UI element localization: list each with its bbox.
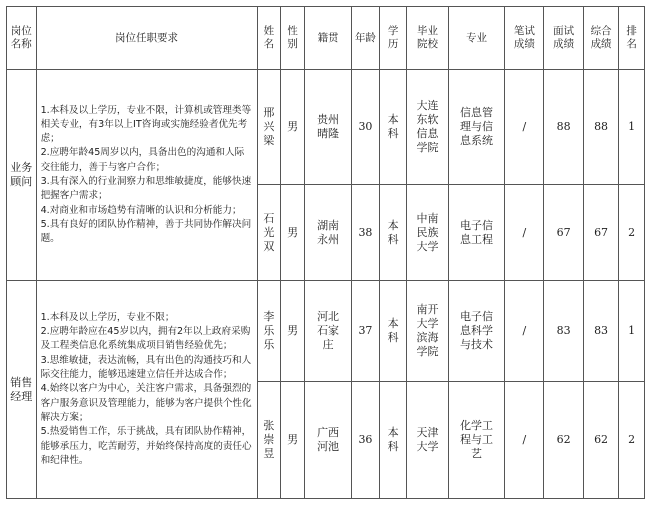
candidate-written-score: / (505, 382, 544, 499)
requirement-line: 4.对商业和市场趋势有清晰的认识和分析能力； (40, 204, 242, 216)
position-requirements (36, 70, 257, 281)
candidate-total-score: 83 (583, 281, 618, 382)
candidate-total-score: 88 (583, 70, 618, 185)
candidate-name: 张 崇 昱 (257, 382, 281, 499)
candidate-school: 南开 大学 滨海 学院 (407, 281, 448, 382)
header-row (7, 7, 645, 70)
candidate-school: 中南 民族 大学 (407, 185, 448, 281)
candidate-interview-score: 83 (544, 281, 583, 382)
candidate-age: 30 (352, 70, 380, 185)
header-school: 毕业 院校 (407, 7, 448, 70)
candidate-interview-score: 62 (544, 382, 583, 499)
position-requirements (36, 281, 257, 499)
candidate-origin: 广西 河池 (305, 382, 352, 499)
candidate-rank: 1 (619, 70, 645, 185)
candidate-name: 邢 兴 梁 (257, 70, 281, 185)
position-name: 业务 顾问 (7, 70, 37, 281)
candidate-origin: 湖南 永州 (305, 185, 352, 281)
header-major: 专业 (448, 7, 505, 70)
table-row (7, 70, 645, 185)
candidate-total-score: 62 (583, 382, 618, 499)
candidate-school: 大连 东软 信息 学院 (407, 70, 448, 185)
header-name: 姓 名 (257, 7, 281, 70)
requirement-line: 2.应聘年龄45周岁以内，具备出色的沟通和人际交往能力，善于与客户合作； (40, 147, 245, 173)
candidate-major: 电子信 息科学 与技术 (448, 281, 505, 382)
position-name: 销售 经理 (7, 281, 37, 499)
candidate-age: 38 (352, 185, 380, 281)
candidate-major: 化学工 程与工 艺 (448, 382, 505, 499)
candidate-written-score: / (505, 185, 544, 281)
candidate-major: 信息管 理与信 息系统 (448, 70, 505, 185)
header-gender: 性 别 (281, 7, 305, 70)
requirement-line: 4.始终以客户为中心，关注客户需求，具备强烈的客户服务意识及管理能力，能够为客户提供个性化解决方案； (40, 383, 252, 423)
header-position: 岗位 名称 (7, 7, 37, 70)
candidate-education: 本 科 (379, 281, 407, 382)
header-origin: 籍贯 (305, 7, 352, 70)
header-requirements: 岗位任职要求 (36, 7, 257, 70)
requirement-line: 5.具有良好的团队协作精神，善于共同协作解决问题。 (40, 218, 252, 245)
table-row (7, 281, 645, 382)
candidate-interview-score: 67 (544, 185, 583, 281)
candidate-written-score: / (505, 281, 544, 382)
requirement-line: 3.思维敏捷，表达流畅，具有出色的沟通技巧和人际交往能力，能够迅速建立信任并达成合作； (40, 354, 252, 381)
candidate-major: 电子信 息工程 (448, 185, 505, 281)
candidate-written-score: / (505, 70, 544, 185)
header-written: 笔试 成绩 (505, 7, 544, 70)
candidate-interview-score: 88 (544, 70, 583, 185)
header-rank: 排 名 (619, 7, 645, 70)
requirement-line: 1.本科及以上学历，专业不限； (40, 311, 175, 323)
candidate-education: 本 科 (379, 70, 407, 185)
candidate-age: 36 (352, 382, 380, 499)
candidate-gender: 男 (281, 382, 305, 499)
candidate-gender: 男 (281, 185, 305, 281)
requirement-line: 1.本科及以上学历，专业不限，计算机或管理类等相关专业，有3年以上IT咨询或实施经验者优先考虑； (40, 104, 252, 145)
candidate-gender: 男 (281, 281, 305, 382)
candidate-score-table (6, 6, 645, 499)
table-body (7, 70, 645, 499)
candidate-name: 石 光 双 (257, 185, 281, 281)
candidate-rank: 2 (619, 185, 645, 281)
candidate-name: 李 乐 乐 (257, 281, 281, 382)
header-age: 年龄 (352, 7, 380, 70)
requirement-line: 5.热爱销售工作，乐于挑战，具有团队协作精神，能够承压力，吃苦耐劳，并始终保持高度的责任心和纪律性。 (40, 426, 252, 466)
candidate-school: 天津 大学 (407, 382, 448, 499)
candidate-rank: 1 (619, 281, 645, 382)
header-interview: 面试 成绩 (544, 7, 583, 70)
header-total: 综合 成绩 (583, 7, 618, 70)
candidate-total-score: 67 (583, 185, 618, 281)
requirement-line: 2.应聘年龄应在45岁以内，拥有2年以上政府采购及工程类信息化系统集成项目销售经验优先； (40, 326, 251, 352)
candidate-age: 37 (352, 281, 380, 382)
candidate-gender: 男 (281, 70, 305, 185)
header-education: 学 历 (379, 7, 407, 70)
candidate-education: 本 科 (379, 185, 407, 281)
candidate-origin: 贵州 晴隆 (305, 70, 352, 185)
candidate-rank: 2 (619, 382, 645, 499)
candidate-education: 本 科 (379, 382, 407, 499)
candidate-origin: 河北 石家 庄 (305, 281, 352, 382)
requirement-line: 3.具有深入的行业洞察力和思维敏捷度，能够快速把握客户需求； (40, 176, 252, 202)
